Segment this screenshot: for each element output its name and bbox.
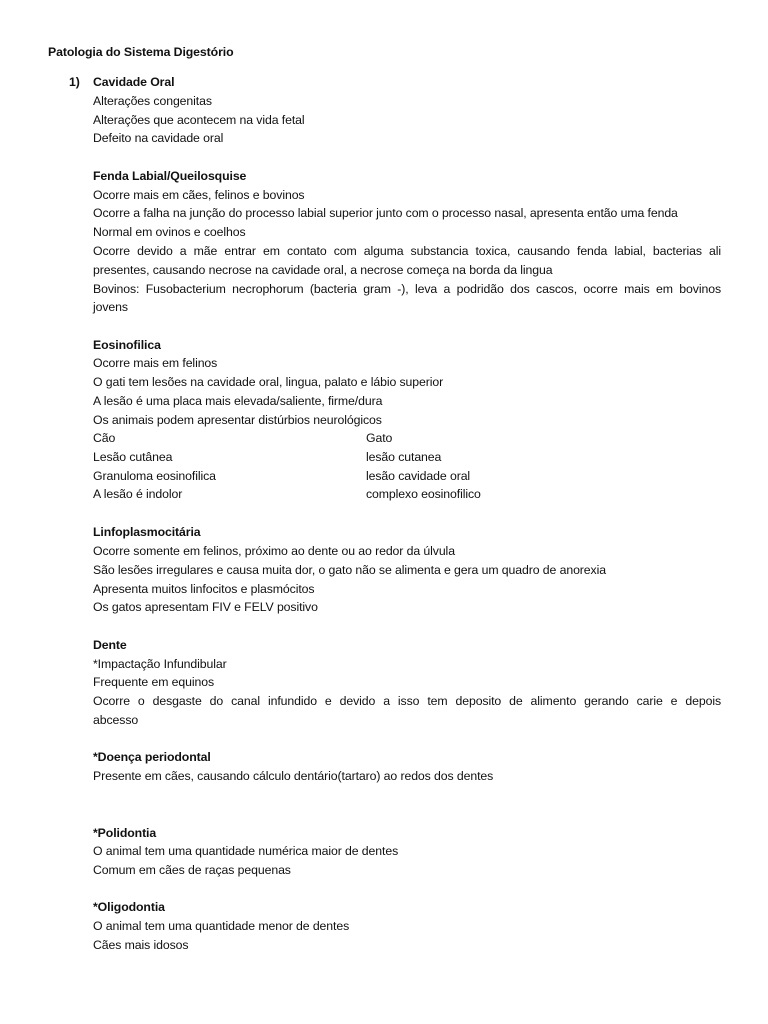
table-cell-cat: complexo eosinofilico	[366, 487, 481, 501]
text-line: O animal tem uma quantidade menor de dentes	[93, 919, 350, 933]
text-line: jovens	[93, 300, 128, 314]
text-line: *Impactação Infundibular	[93, 657, 227, 671]
text-line: Presente em cães, causando cálculo dentário(tartaro) ao redos dos dentes	[93, 769, 494, 783]
subsection-heading: Eosinofilica	[93, 338, 161, 352]
subsection-heading: Linfoplasmocitária	[93, 525, 201, 539]
text-line: Ocorre devido a mãe entrar em contato com alguma substancia toxica, causando fenda labial, bacterias ali	[93, 244, 721, 258]
subsection-heading: *Doença periodontal	[93, 750, 211, 764]
text-line: O gati tem lesões na cavidade oral, lingua, palato e lábio superior	[93, 375, 444, 389]
text-line: Normal em ovinos e coelhos	[93, 225, 246, 239]
text-line: Os animais podem apresentar distúrbios neurológicos	[93, 413, 382, 427]
table-row	[93, 467, 693, 486]
table-cell-dog: Granuloma eosinofilica	[93, 469, 216, 483]
table-cell-dog: Cão	[93, 431, 116, 445]
subsection-heading: *Polidontia	[93, 826, 157, 840]
text-line: Ocorre somente em felinos, próximo ao dente ou ao redor da úlvula	[93, 544, 455, 558]
text-line: abcesso	[93, 713, 139, 727]
document-title: Patologia do Sistema Digestório	[48, 45, 234, 59]
text-line: Defeito na cavidade oral	[93, 131, 224, 145]
table-cell-cat: lesão cutanea	[366, 450, 442, 464]
table-cell-dog: Lesão cutânea	[93, 450, 173, 464]
text-line: Apresenta muitos linfocitos e plasmócitos	[93, 582, 315, 596]
section-number: 1)	[69, 75, 80, 89]
subsection-heading: Dente	[93, 638, 127, 652]
table-cell-cat: lesão cavidade oral	[366, 469, 471, 483]
text-line: presentes, causando necrose na cavidade oral, a necrose começa na borda da lingua	[93, 263, 553, 277]
text-line: Ocorre mais em felinos	[93, 356, 218, 370]
text-line: Alterações que acontecem na vida fetal	[93, 113, 305, 127]
table-cell-cat: Gato	[366, 431, 393, 445]
text-line: Alterações congenitas	[93, 94, 212, 108]
subsection-heading: Fenda Labial/Queilosquise	[93, 169, 247, 183]
text-line: O animal tem uma quantidade numérica maior de dentes	[93, 844, 399, 858]
text-line: Ocorre a falha na junção do processo labial superior junto com o processo nasal, apresenta então uma fenda	[93, 206, 678, 220]
text-line: Comum em cães de raças pequenas	[93, 863, 291, 877]
text-line: Bovinos: Fusobacterium necrophorum (bacteria gram -), leva a podridão dos cascos, ocorre mais em bovinos	[93, 282, 721, 296]
table-row	[93, 448, 693, 467]
text-line: São lesões irregulares e causa muita dor, o gato não se alimenta e gera um quadro de anorexia	[93, 563, 606, 577]
section-title: Cavidade Oral	[93, 75, 175, 89]
table-row	[93, 485, 693, 504]
text-line: A lesão é uma placa mais elevada/saliente, firme/dura	[93, 394, 383, 408]
text-line: Os gatos apresentam FIV e FELV positivo	[93, 600, 318, 614]
text-line: Ocorre mais em cães, felinos e bovinos	[93, 188, 305, 202]
text-line: Cães mais idosos	[93, 938, 189, 952]
table-cell-dog: A lesão é indolor	[93, 487, 183, 501]
text-line: Ocorre o desgaste do canal infundido e devido a isso tem deposito de alimento gerando carie e depois	[93, 694, 721, 708]
text-line: Frequente em equinos	[93, 675, 215, 689]
subsection-heading: *Oligodontia	[93, 900, 165, 914]
table-row	[93, 429, 693, 448]
